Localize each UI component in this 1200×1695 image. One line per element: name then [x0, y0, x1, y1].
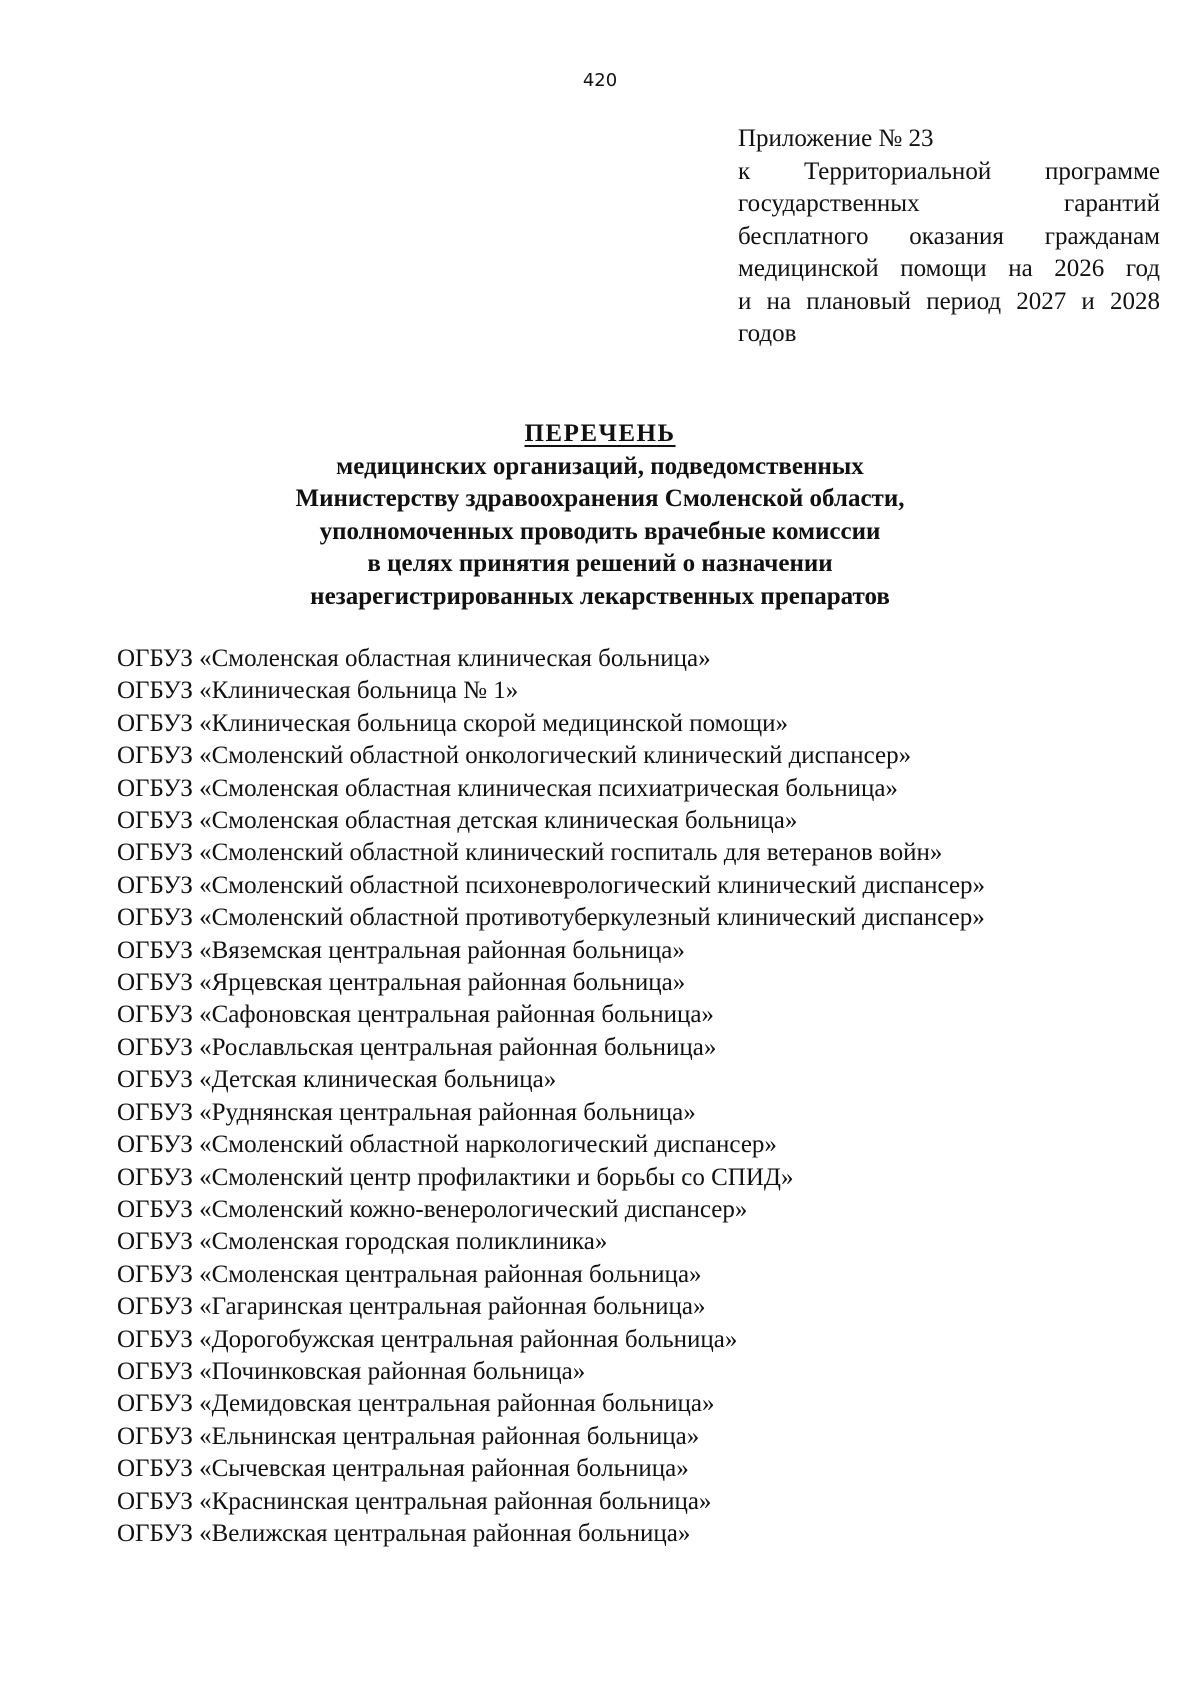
- list-item: ОГБУЗ «Клиническая больница скорой медицинской помощи»: [117, 709, 789, 737]
- list-item: ОГБУЗ «Смоленская областная клиническая больница»: [117, 645, 711, 672]
- appendix-line: годов: [738, 320, 797, 347]
- list-item: ОГБУЗ «Сафоновская центральная районная больница»: [117, 1001, 714, 1029]
- list-item: ОГБУЗ «Краснинская центральная районная больница»: [117, 1487, 712, 1515]
- list-item: ОГБУЗ «Смоленская областная клиническая психиатрическая больница»: [117, 774, 898, 802]
- list-item: ОГБУЗ «Велижская центральная районная больница»: [117, 1519, 691, 1547]
- list-item: ОГБУЗ «Рославльская центральная районная больница»: [117, 1033, 717, 1061]
- title-heading: ПЕРЕЧЕНЬ: [524, 420, 676, 447]
- list-item: ОГБУЗ «Смоленский областной наркологический диспансер»: [117, 1131, 777, 1159]
- list-item: ОГБУЗ «Гагаринская центральная районная больница»: [117, 1293, 706, 1321]
- appendix-line: медицинской помощи на 2026 год: [738, 255, 1160, 282]
- list-item: ОГБУЗ «Детская клиническая больница»: [117, 1066, 557, 1094]
- list-item: ОГБУЗ «Смоленская городская поликлиника»: [117, 1228, 608, 1256]
- list-item: ОГБУЗ «Сычевская центральная районная больница»: [117, 1455, 689, 1483]
- list-item: ОГБУЗ «Дорогобужская центральная районная больница»: [117, 1325, 738, 1353]
- title-line: незарегистрированных лекарственных препаратов: [310, 582, 890, 610]
- appendix-line: бесплатного оказания гражданам: [738, 222, 1160, 250]
- list-item: ОГБУЗ «Вяземская центральная районная больница»: [117, 936, 685, 964]
- appendix-title: Приложение № 23: [738, 125, 934, 152]
- title-line: в целях принятия решений о назначении: [367, 550, 833, 577]
- list-item: ОГБУЗ «Клиническая больница № 1»: [117, 677, 519, 705]
- appendix-line: к Территориальной программе: [738, 157, 1160, 185]
- list-item: ОГБУЗ «Руднянская центральная районная больница»: [117, 1098, 696, 1126]
- list-item: ОГБУЗ «Ярцевская центральная районная больница»: [117, 969, 686, 997]
- page-number: 420: [582, 70, 618, 91]
- appendix-line: и на плановый период 2027 и 2028: [738, 287, 1160, 315]
- list-item: ОГБУЗ «Ельнинская центральная районная больница»: [117, 1422, 700, 1450]
- title-line: медицинских организаций, подведомственных: [336, 452, 864, 480]
- list-item: ОГБУЗ «Смоленский областной клинический госпиталь для ветеранов войн»: [117, 839, 943, 867]
- list-item: ОГБУЗ «Смоленский кожно-венерологический диспансер»: [117, 1195, 748, 1223]
- list-item: ОГБУЗ «Смоленская областная детская клиническая больница»: [117, 807, 798, 835]
- list-item: ОГБУЗ «Смоленский центр профилактики и борьбы со СПИД»: [117, 1163, 794, 1191]
- list-item: ОГБУЗ «Починковская районная больница»: [117, 1357, 586, 1385]
- document-title: [0, 418, 1200, 613]
- list-item: ОГБУЗ «Смоленская центральная районная больница»: [117, 1260, 702, 1288]
- appendix-line: государственных гарантий: [738, 190, 1160, 217]
- title-line: Министерству здравоохранения Смоленской области,: [295, 485, 905, 512]
- list-item: ОГБУЗ «Смоленский областной противотуберкулезный клинический диспансер»: [117, 904, 985, 932]
- appendix-block: [738, 123, 1160, 351]
- list-item: ОГБУЗ «Демидовская центральная районная больница»: [117, 1390, 715, 1418]
- list-item: ОГБУЗ «Смоленский областной онкологический клинический диспансер»: [117, 742, 912, 770]
- organization-list: [117, 643, 1177, 1550]
- title-line: уполномоченных проводить врачебные комиссии: [319, 517, 881, 545]
- list-item: ОГБУЗ «Смоленский областной психоневрологический клинический диспансер»: [117, 871, 986, 899]
